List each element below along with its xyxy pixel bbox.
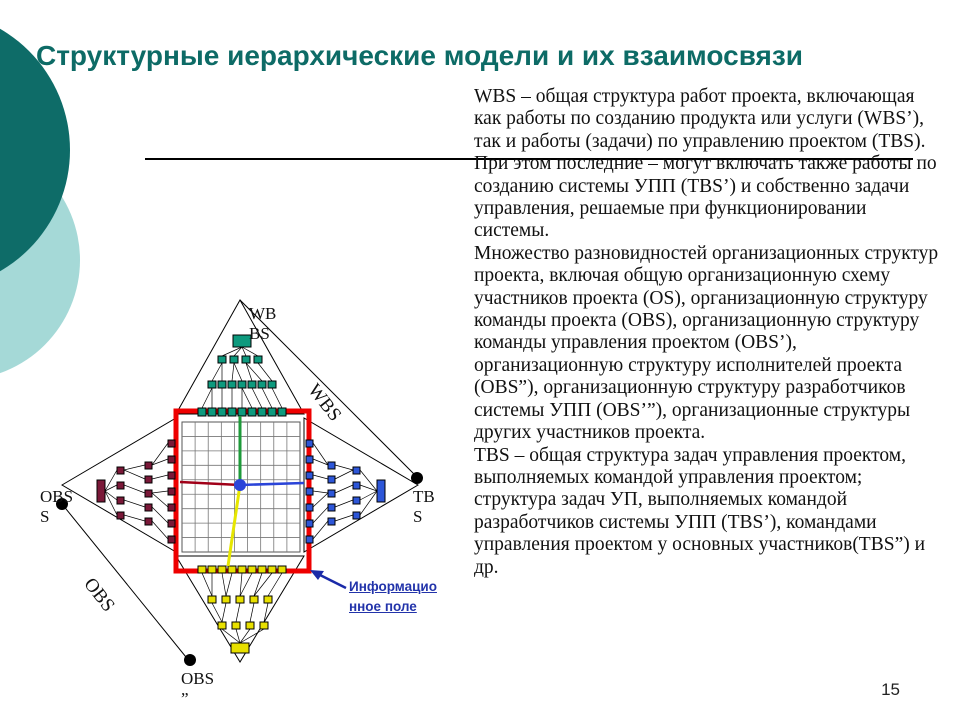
bottom-level1-node: [278, 566, 286, 573]
left-level2-node: [117, 467, 124, 474]
axis-label-wbs: WBS: [303, 380, 346, 426]
bottom-level1-node: [258, 566, 266, 573]
left-connector: [124, 500, 145, 507]
left-level4-node: [168, 536, 175, 543]
top-level3-node: [228, 381, 236, 388]
top-connector: [262, 388, 272, 408]
left-connector: [124, 470, 145, 479]
left-level4-node: [168, 520, 175, 527]
top-level4-node: [228, 408, 236, 416]
bottom-level3-node: [260, 622, 268, 629]
left-level4-node: [168, 440, 175, 447]
top-connector: [212, 363, 222, 381]
top-connector: [258, 363, 272, 381]
right-level3-node: [328, 518, 335, 525]
right-level4-node: [306, 488, 313, 495]
top-connector: [222, 347, 242, 356]
left-level2-node: [117, 497, 124, 504]
bottom-connector: [222, 573, 226, 596]
bottom-level1-node: [228, 566, 236, 573]
top-connector: [232, 363, 234, 381]
bottom-level3-node: [218, 622, 226, 629]
left-connector: [124, 485, 145, 493]
dot-marker-right: [411, 472, 423, 484]
top-level4-node: [258, 408, 266, 416]
right-connector: [335, 465, 353, 470]
label-wbs-top: WB BS: [249, 304, 277, 343]
top-level4-node: [218, 408, 226, 416]
bottom-connector: [236, 603, 240, 622]
slide-title: Структурные иерархические модели и их взаимосвязи: [36, 40, 804, 71]
right-level4-node: [306, 472, 313, 479]
bottom-connector: [222, 603, 226, 622]
bottom-level2-node: [250, 596, 258, 603]
top-level2-node: [218, 356, 226, 363]
bottom-level2-node: [236, 596, 244, 603]
bottom-connector: [226, 573, 232, 596]
obs-axis-line: [62, 504, 190, 662]
bottom-level1-node: [248, 566, 256, 573]
bottom-connector: [268, 573, 282, 596]
right-level2-node: [353, 482, 360, 489]
left-level4-node: [168, 488, 175, 495]
axis-label-obs: OBS: [79, 574, 119, 617]
left-level3-node: [145, 462, 152, 469]
dot-marker-bottom: [184, 654, 196, 666]
bottom-level1-node: [218, 566, 226, 573]
bottom-level1-node: [198, 566, 206, 573]
axis-center-dot: [234, 479, 246, 491]
right-connector: [313, 507, 328, 523]
right-root-node: [377, 480, 385, 502]
top-level2-node: [230, 356, 238, 363]
bottom-level3-node: [232, 622, 240, 629]
left-connector: [105, 491, 117, 500]
right-level4-node: [306, 440, 313, 447]
label-obs-bottom: OBS ”: [181, 669, 215, 708]
top-connector: [246, 363, 262, 381]
right-connector: [360, 491, 377, 500]
right-connector: [313, 521, 328, 539]
right-level3-node: [328, 490, 335, 497]
top-level3-node: [268, 381, 276, 388]
top-connector: [242, 347, 258, 356]
bottom-level2-node: [222, 596, 230, 603]
bottom-connector: [240, 629, 264, 643]
bottom-connector: [254, 573, 272, 596]
right-connector: [313, 491, 328, 493]
left-connector: [152, 475, 168, 479]
left-level2-node: [117, 482, 124, 489]
bottom-connector: [202, 573, 212, 596]
right-connector: [335, 485, 353, 493]
top-connector: [202, 388, 212, 408]
top-level4-node: [268, 408, 276, 416]
left-level2-node: [117, 512, 124, 519]
left-connector: [152, 493, 168, 507]
top-level4-node: [198, 408, 206, 416]
top-level4-node: [238, 408, 246, 416]
top-connector: [246, 363, 252, 381]
left-level4-node: [168, 456, 175, 463]
left-level4-node: [168, 472, 175, 479]
diamond-top: [176, 300, 304, 414]
right-level4-node: [306, 504, 313, 511]
left-level4-node: [168, 504, 175, 511]
left-root-node: [97, 480, 105, 502]
top-level3-node: [258, 381, 266, 388]
top-level3-node: [208, 381, 216, 388]
right-level3-node: [328, 476, 335, 483]
top-level3-node: [238, 381, 246, 388]
left-connector: [152, 521, 168, 539]
page-number: 15: [881, 680, 900, 699]
top-connector: [234, 363, 242, 381]
info-field-link[interactable]: Информацио нное поле: [349, 579, 437, 614]
bottom-connector: [240, 629, 250, 643]
top-connector: [272, 388, 282, 408]
right-connector: [360, 491, 377, 515]
slide-body-text: WBS – общая структура работ проекта, включающая как работы по созданию продукта или услуги (WBS’), так и работы (задачи) по управлению проектом (TBS). При этом последние – могут включать также работы по созданию системы УПП (TBS’) и собственно задачи управления, решаемые при функционировании системы. Множество разновидностей организационных структур проекта, включая общую организационную схему участников проекта (OS), организационную структуру команды проекта (OBS), организационную структуру команды управления проектом (OBS’), организационную структуру исполнителей проекта (OBS”), организационную структуру разработчиков системы УПП (OBS’”), организационные структуры других участников проекта. TBS – общая структура задач управления проектом, выполняемых командой управления проектом; структура задач УП, выполняемых командой разработчиков системы УПП (TBS’), командами управления проектом у основных участников(TBS”) и др.: [474, 86, 939, 578]
top-connector: [252, 388, 262, 408]
top-level4-node: [208, 408, 216, 416]
bottom-level3-node: [246, 622, 254, 629]
right-connector: [313, 493, 328, 507]
bottom-connector: [254, 573, 262, 596]
pointer-arrow-shaft: [318, 574, 346, 588]
top-level2-node: [254, 356, 262, 363]
right-connector: [335, 515, 353, 521]
label-tbs-right: TB S: [413, 487, 435, 526]
bottom-level2-node: [264, 596, 272, 603]
top-level4-node: [248, 408, 256, 416]
right-connector: [335, 470, 353, 479]
bottom-level1-node: [268, 566, 276, 573]
left-connector: [152, 491, 168, 493]
bottom-level2-node: [208, 596, 216, 603]
right-level2-node: [353, 467, 360, 474]
left-level3-node: [145, 518, 152, 525]
top-level2-node: [242, 356, 250, 363]
bottom-connector: [236, 629, 240, 643]
right-level2-node: [353, 497, 360, 504]
left-level3-node: [145, 490, 152, 497]
bottom-connector: [250, 603, 254, 622]
right-level3-node: [328, 462, 335, 469]
right-level3-node: [328, 504, 335, 511]
bottom-level1-node: [208, 566, 216, 573]
top-level3-node: [248, 381, 256, 388]
top-level4-node: [278, 408, 286, 416]
top-connector: [234, 347, 242, 356]
top-level3-node: [218, 381, 226, 388]
right-level4-node: [306, 536, 313, 543]
left-level3-node: [145, 504, 152, 511]
right-level4-node: [306, 456, 313, 463]
bottom-level1-node: [238, 566, 246, 573]
left-connector: [124, 515, 145, 521]
left-connector: [124, 465, 145, 470]
left-level3-node: [145, 476, 152, 483]
bottom-connector: [212, 603, 222, 622]
right-level4-node: [306, 520, 313, 527]
right-connector: [335, 500, 353, 507]
right-connector: [313, 475, 328, 479]
bottom-root-node: [231, 643, 249, 653]
left-connector: [152, 507, 168, 523]
label-obs-left: OBS S: [40, 487, 74, 526]
information-grid: [176, 411, 309, 571]
top-connector: [242, 388, 252, 408]
right-level2-node: [353, 512, 360, 519]
